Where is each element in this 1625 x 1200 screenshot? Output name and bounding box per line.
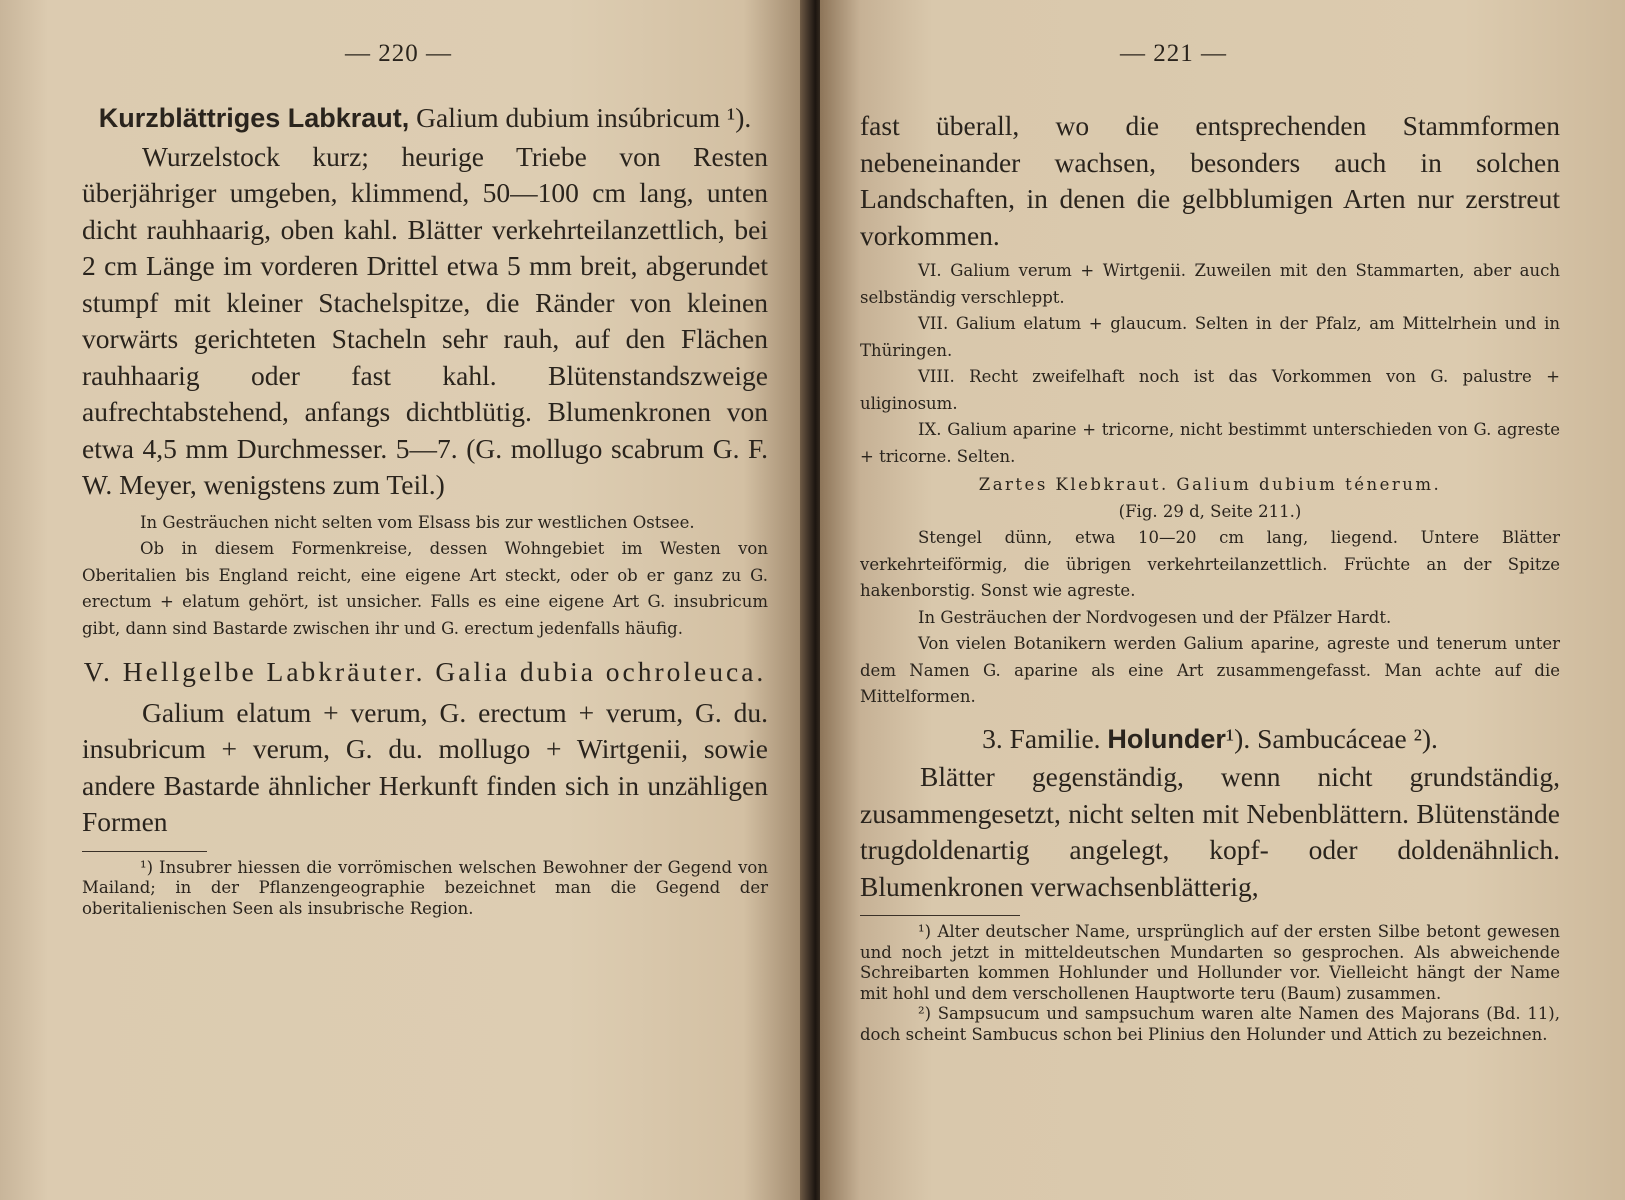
hybrid-item-vi: VI. Galium verum + Wirtgenii. Zuweilen mit den Stammarten, aber auch selbständig verschleppt. [860, 261, 1560, 307]
family-latin-name: ¹). Sambucáceae ²). [1225, 722, 1438, 754]
family-number: 3. Familie. [982, 722, 1101, 754]
left-column [82, 100, 768, 919]
footnote-1: ¹) Alter deutscher Name, ursprünglich auf der ersten Silbe betont gewesen und noch jetzt in mitteldeutschen Mundarten so gesprochen. Als abweichende Schreibarten kommen Hohlunder und Hollunder vor. Vielleicht hängt der Name mit hohl und dem verschollenen Hauptworte teru (Baum) zusammen. [860, 922, 1560, 1003]
left-page [0, 0, 808, 1200]
species-description: Stengel dünn, etwa 10—20 cm lang, liegend. Untere Blätter verkehrteiförmig, die übrigen verkehrteilanzettlich. Früchte an der Spitze hakenborstig. Sonst wie agreste. [860, 528, 1560, 600]
family-heading [860, 721, 1560, 758]
hybrid-item-viii: VIII. Recht zweifelhaft noch ist das Vorkommen von G. palustre + uliginosum. [860, 367, 1560, 413]
footnote-rule [860, 915, 1020, 916]
footnote: ¹) Insubrer hiessen die vorrömischen welschen Bewohner der Gegend von Mailand; in der Pflanzengeographie bezeichnet man die Gegend der oberitalienischen Seen als insubrische Region. [82, 857, 768, 918]
species-common-name: Kurzblättriges Labkraut, [98, 103, 410, 133]
family-description: Blätter gegenständig, wenn nicht grundständig, zusammengesetzt, nicht selten mit Nebenblättern. Blütenstände trugdoldenartig angelegt, kopf- oder doldenähnlich. Blumenkronen verwachsenblätterig, [860, 761, 1560, 902]
family-common-name: Holunder [1107, 723, 1226, 754]
footnote-2: ²) Sampsucum und sampsuchum waren alte Namen des Majorans (Bd. 11), doch scheint Sambucus schon bei Plinius den Holunder und Attich zu bezeichnen. [860, 1004, 1560, 1044]
habitat-note: In Gesträuchen nicht selten vom Elsass bis zur westlichen Ostsee. [140, 512, 695, 532]
hybrid-item-ix: IX. Galium aparine + tricorne, nicht bestimmt unterschieden von G. agreste + tricorne. Selten. [860, 420, 1560, 466]
habitat-note: In Gesträuchen der Nordvogesen und der Pfälzer Hardt. [918, 607, 1392, 627]
figure-reference: (Fig. 29 d, Seite 211.) [1118, 501, 1302, 521]
page-number: — 220 — [345, 40, 452, 67]
section-heading: V. Hellgelbe Labkräuter. Galia dubia ochroleuca. [83, 656, 767, 687]
footnote-rule [82, 851, 207, 852]
species-heading: Zartes Klebkraut. Galium dubium ténerum. [978, 475, 1442, 494]
right-column [860, 108, 1560, 1045]
botanist-note: Von vielen Botanikern werden Galium aparine, agreste und tenerum unter dem Namen G. aparine als eine Art zusammengefasst. Man achte auf die Mittelformen. [860, 634, 1560, 706]
species-heading [82, 100, 768, 137]
hybrids-paragraph: Galium elatum + verum, G. erectum + verum, G. du. insubricum + verum, G. du. mollugo + Wirtgenii, sowie andere Bastarde ähnlicher Herkunft finden sich in unzähligen Formen [82, 696, 768, 837]
continued-paragraph: fast überall, wo die entsprechenden Stammformen nebeneinander wachsen, besonders auch in solchen Landschaften, in denen die gelbblumigen Arten nur zerstreut vorkommen. [860, 110, 1560, 251]
right-page [820, 0, 1625, 1200]
page-number: — 221 — [1120, 40, 1227, 67]
species-latin-name: Galium dubium insúbricum ¹). [416, 102, 752, 133]
species-description: Wurzelstock kurz; heurige Triebe von Resten überjähriger umgeben, klimmend, 50—100 cm lang, unten dicht rauhhaarig, oben kahl. Blätter verkehrteilanzettlich, bei 2 cm Länge im vorderen Drittel etwa 5 mm breit, abgerundet stumpf mit kleiner Stachelspitze, die Ränder von kleinen vorwärts gerichteten Stacheln sehr rauh, auf den Flächen rauhhaarig oder fast kahl. Blütenstandszweige aufrechtabstehend, anfangs dichtblütig. Blumenkronen von etwa 4,5 mm Durchmesser. 5—7. (G. mollugo scabrum G. F. W. Meyer, wenigstens zum Teil.) [82, 140, 768, 500]
hybrid-item-vii: VII. Galium elatum + glaucum. Selten in der Pfalz, am Mittelrhein und in Thüringen. [860, 314, 1560, 360]
taxonomy-note: Ob in diesem Formenkreise, dessen Wohngebiet im Westen von Oberitalien bis England reicht, eine eigene Art steckt, oder ob er ganz zu G. erectum + elatum gehört, ist unsicher. Falls es eine eigene Art G. insubricum gibt, dann sind Bastarde zwischen ihr und G. erectum jedenfalls häufig. [82, 539, 768, 638]
